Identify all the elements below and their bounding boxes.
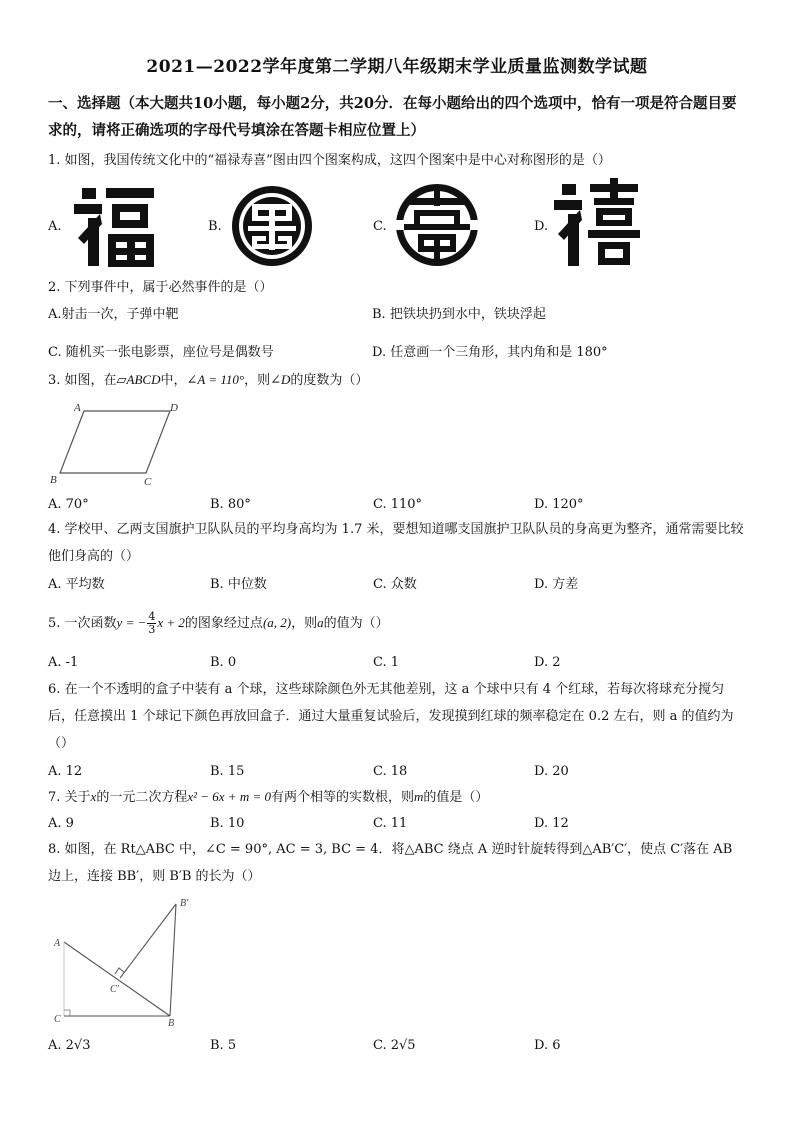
q1-option-a[interactable]: A. — [48, 219, 62, 234]
lu-character-icon — [228, 182, 316, 274]
q6-option-b[interactable]: B. 15 — [210, 764, 245, 779]
q6-option-d[interactable]: D. 20 — [534, 764, 569, 779]
vertex-label-b: B — [50, 474, 57, 486]
q7-option-c[interactable]: C. 11 — [373, 816, 408, 831]
question-6-stem: 6. 在一个不透明的盒子中装有 a 个球，这些球除颜色外无其他差别，这 a 个球中只有 4 个红球，若每次将球充分搅匀后，任意摸出 1 个球记下颜色再放回盒子．通过大量重复试验后，发现摸到红球的频率稳定在 0.2 左右，则 a 的值约为（） — [48, 682, 734, 751]
q1-option-b[interactable]: B. — [208, 219, 222, 234]
q7-option-a[interactable]: A. 9 — [48, 816, 74, 831]
vertex-label-a: A — [74, 402, 81, 414]
q3-option-b[interactable]: B. 80° — [210, 497, 251, 512]
q2-option-c[interactable]: C. 随机买一张电影票，座位号是偶数号 — [48, 345, 274, 360]
rotation-triangle-figure — [52, 896, 202, 1032]
q8-option-d[interactable]: D. 6 — [534, 1038, 561, 1053]
page-title: 2021—2022学年度第二学期八年级期末学业质量监测数学试题 — [146, 57, 648, 77]
q2-option-b[interactable]: B. 把铁块扔到水中，铁块浮起 — [372, 307, 546, 322]
q4-option-d[interactable]: D. 方差 — [534, 577, 579, 592]
section-heading: 一、选择题（本大题共10小题，每小题2分，共20分．在每小题给出的四个选项中，恰有一项是符合题目要求的，请将正确选项的字母代号填涂在答题卡相应位置上） — [48, 95, 737, 139]
q8-option-a[interactable]: A. 2√3 — [48, 1038, 91, 1053]
vertex-label-b: B — [168, 1018, 175, 1028]
q6-option-a[interactable]: A. 12 — [48, 764, 83, 779]
q4-option-c[interactable]: C. 众数 — [373, 577, 417, 592]
fu-character-icon — [72, 180, 158, 274]
q5-option-b[interactable]: B. 0 — [210, 655, 237, 670]
q7-option-d[interactable]: D. 12 — [534, 816, 569, 831]
q3-option-c[interactable]: C. 110° — [373, 497, 423, 512]
question-2-stem: 2. 下列事件中，属于必然事件的是（） — [48, 280, 273, 295]
question-4-stem: 4. 学校甲、乙两支国旗护卫队队员的平均身高均为 1.7 米，要想知道哪支国旗护卫队队员的身高更为整齐，通常需要比较他们身高的（） — [48, 522, 744, 564]
vertex-label-d: D — [170, 402, 178, 414]
q8-option-c[interactable]: C. 2√5 — [373, 1038, 416, 1053]
q8-option-b[interactable]: B. 5 — [210, 1038, 237, 1053]
vertex-label-c: C — [144, 476, 152, 488]
question-7-stem: 7. 关于x的一元二次方程x² − 6x + m = 0有两个相等的实数根，则m的值是（） — [48, 789, 489, 805]
question-8-stem: 8. 如图，在 Rt△ABC 中，∠C = 90°, AC = 3, BC = 4．将△ABC 绕点 A 逆时针旋转得到△AB′C′，使点 C′落在 AB 边上，连接 BB′，则 B′B 的长为（） — [48, 842, 733, 884]
q4-option-b[interactable]: B. 中位数 — [210, 577, 267, 592]
fraction: $\frac{4}{3}$ — [148, 610, 156, 636]
q5-option-a[interactable]: A. -1 — [48, 655, 79, 670]
q2-option-a[interactable]: A.射击一次，子弹中靶 — [48, 307, 179, 322]
vertex-label-b-prime: B′ — [180, 898, 189, 909]
parallelogram-figure — [46, 397, 196, 493]
q3-option-d[interactable]: D. 120° — [534, 497, 584, 512]
q1-option-c[interactable]: C. — [373, 219, 387, 234]
vertex-label-c-prime: C′ — [110, 984, 119, 995]
q6-option-c[interactable]: C. 18 — [373, 764, 408, 779]
question-3-stem: 3. 如图，在▱ABCD中，∠A = 110°，则∠D的度数为（） — [48, 372, 369, 388]
vertex-label-a: A — [54, 938, 61, 949]
vertex-label-c: C — [54, 1014, 61, 1025]
q2-option-d[interactable]: D. 任意画一个三角形，其内角和是 180° — [372, 345, 608, 360]
q5-option-c[interactable]: C. 1 — [373, 655, 400, 670]
q1-option-d[interactable]: D. — [534, 219, 549, 234]
shou-character-icon — [392, 180, 482, 274]
q3-option-a[interactable]: A. 70° — [48, 497, 89, 512]
xi-character-icon — [554, 178, 644, 276]
question-5-stem: 5. 一次函数y = − $\frac{4}{3}$ x + 2的图象经过点(a, 2)，则a的值为（） — [48, 610, 389, 636]
q5-option-d[interactable]: D. 2 — [534, 655, 561, 670]
q7-option-b[interactable]: B. 10 — [210, 816, 245, 831]
q4-option-a[interactable]: A. 平均数 — [48, 577, 105, 592]
question-1-stem: 1. 如图，我国传统文化中的“福禄寿喜”图由四个图案构成，这四个图案中是中心对称图形的是（） — [48, 153, 611, 168]
